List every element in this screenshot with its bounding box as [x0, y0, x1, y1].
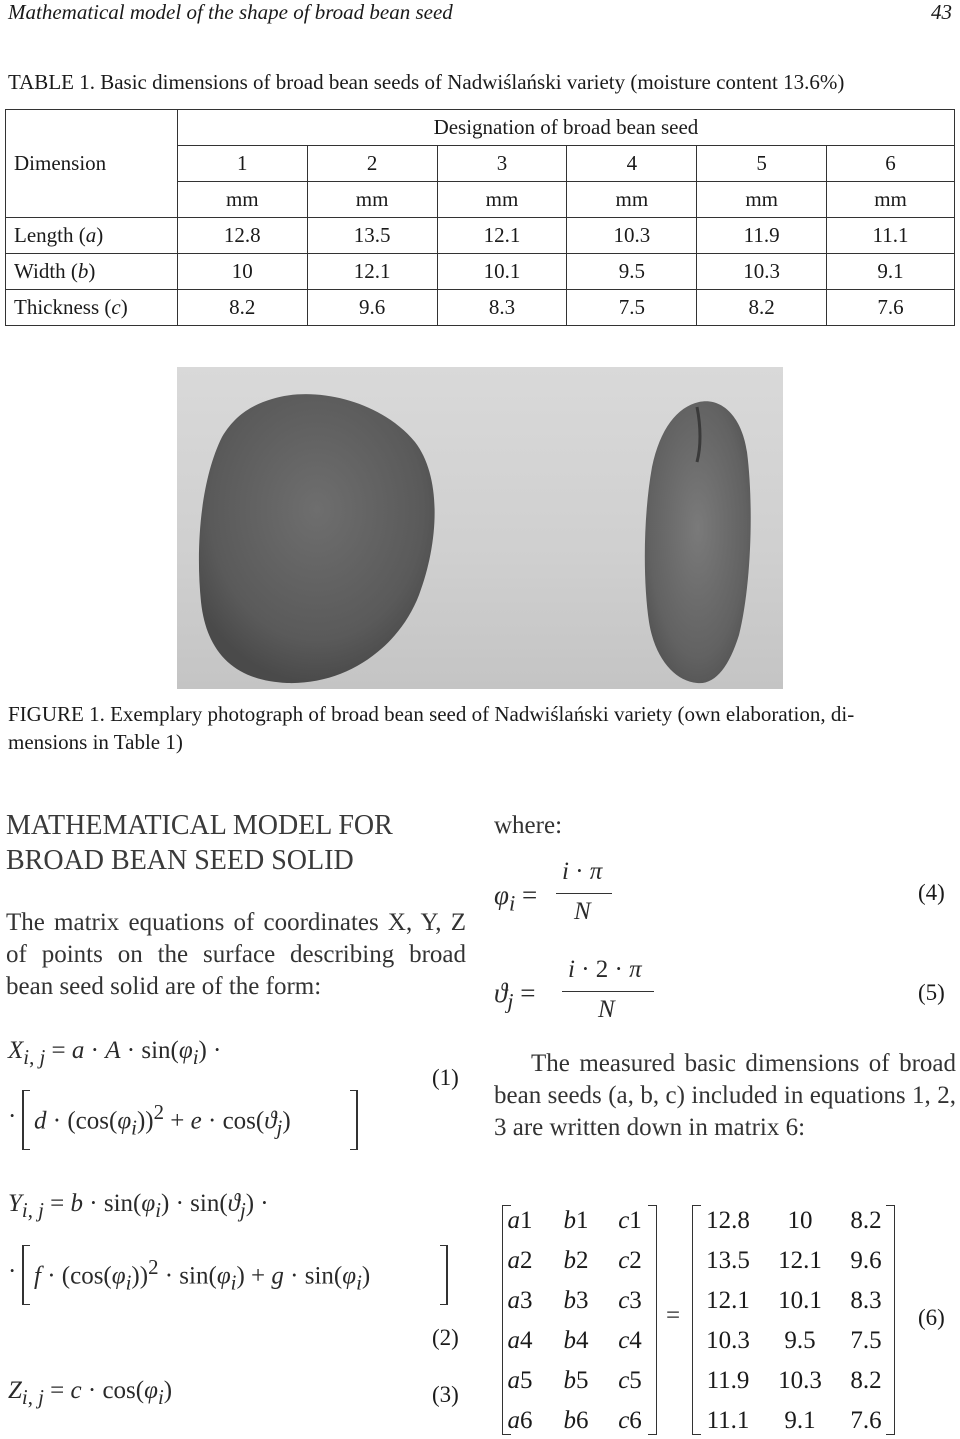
table-cell: 9.5	[567, 254, 697, 290]
matrix-value-cell: 10.1	[778, 1287, 822, 1314]
seed-number: 6	[827, 146, 955, 182]
equation-5-numerator: i · 2 · π	[568, 956, 642, 983]
table-cell: 12.1	[437, 218, 567, 254]
matrix-left-bracket	[648, 1205, 657, 1435]
table-corner-cell	[6, 110, 178, 146]
broad-bean-seed-edge	[645, 401, 751, 683]
figure-caption-line1: FIGURE 1. Exemplary photograph of broad bean seed of Nadwiślański variety (own elaboration, di-	[8, 702, 855, 726]
unit-cell: mm	[827, 182, 955, 218]
table-cell: 12.1	[307, 254, 437, 290]
table-cell: 13.5	[307, 218, 437, 254]
equation-number-2: (2)	[432, 1325, 459, 1350]
matrix-label-cell: b3	[563, 1287, 589, 1314]
table-row-thickness	[6, 290, 955, 326]
equation-number-5: (5)	[918, 980, 945, 1005]
equation-4-lhs: $\varphi_i$ =	[494, 880, 538, 916]
matrix-label-cell: b6	[563, 1407, 589, 1434]
matrix-label-cell: b4	[563, 1327, 589, 1354]
left-bracket	[22, 1245, 30, 1305]
table-cell: 7.6	[827, 290, 955, 326]
matrix-label-cell: a6	[507, 1407, 533, 1434]
matrix-label-cell: a4	[507, 1327, 533, 1354]
matrix-label-cell: b1	[563, 1207, 589, 1234]
matrix-label-cell: c3	[618, 1287, 642, 1314]
section-heading	[6, 808, 393, 878]
table-cell: 8.2	[177, 290, 307, 326]
seed-number-row	[6, 146, 955, 182]
equation-4-numerator: i · π	[562, 858, 603, 885]
equation-number-1: (1)	[432, 1065, 459, 1090]
unit-cell: mm	[437, 182, 567, 218]
matrix-value-cell: 8.3	[850, 1287, 882, 1314]
seed-number: 1	[177, 146, 307, 182]
unit-cell: mm	[307, 182, 437, 218]
equation-3: $Z_{i, j} = c \cdot \cos(\varphi_i)$	[8, 1377, 173, 1409]
equation-2-line1: $Y_{i, j} = b \cdot \sin(\varphi_i) \cdot \sin(ϑ_j)$ ·	[8, 1190, 269, 1222]
matrix-label-cell: c4	[618, 1327, 642, 1354]
matrix-value-cell: 12.1	[706, 1287, 750, 1314]
right-paragraph: The measured basic dimensions of broad bean seeds (a, b, c) included in equations 1, 2, 3 are written down in matrix 6:	[494, 1050, 956, 1141]
matrix-value-cell: 12.1	[778, 1247, 822, 1274]
dimension-label: Dimension	[6, 146, 178, 182]
matrix-label-cell: c2	[618, 1247, 642, 1274]
equation-number-4: (4)	[918, 880, 945, 905]
seed-number: 4	[567, 146, 697, 182]
equation-number-6: (6)	[918, 1305, 945, 1330]
equation-1-line1: $X_{i, j} = a \cdot A \cdot \sin(\varphi_i)$ ·	[8, 1037, 222, 1069]
matrix-label-cell: b5	[563, 1367, 589, 1394]
matrix-value-cell: 10	[787, 1207, 813, 1234]
matrix-right-bracket	[692, 1205, 701, 1435]
equation-number-3: (3)	[432, 1382, 459, 1407]
matrix-label-cell: c1	[618, 1207, 642, 1234]
matrix-value-cell: 7.5	[850, 1327, 882, 1354]
figure-caption	[8, 700, 956, 756]
table-cell: 10	[177, 254, 307, 290]
seed-number: 5	[697, 146, 827, 182]
matrix-label-cell: a2	[507, 1247, 533, 1274]
seed-number: 2	[307, 146, 437, 182]
table-cell: 10.3	[697, 254, 827, 290]
where-label: where:	[494, 812, 563, 839]
intro-paragraph: The matrix equations of coordinates X, Y, Z of points on the surface describing broad bean seed solid are of the form:	[6, 909, 466, 1000]
equation-2-line2: ·	[8, 1258, 17, 1285]
matrix-value-cell: 9.6	[850, 1247, 882, 1274]
table-cell: 9.6	[307, 290, 437, 326]
matrix-value-cell: 10.3	[778, 1367, 822, 1394]
matrix-value-cell: 9.1	[784, 1407, 816, 1434]
matrix-value-cell: 11.1	[706, 1407, 750, 1434]
matrix-label-cell: b2	[563, 1247, 589, 1274]
table-header-row	[6, 110, 955, 146]
seed-photograph	[177, 367, 783, 689]
unit-row	[6, 182, 955, 218]
figure-caption-line2: mensions in Table 1)	[8, 730, 183, 754]
table-cell: 9.1	[827, 254, 955, 290]
table-cell: 10.1	[437, 254, 567, 290]
matrix-label-cell: a5	[507, 1367, 533, 1394]
unit-corner-cell	[6, 182, 178, 218]
page-number: 43	[931, 0, 952, 24]
section-heading-line1: MATHEMATICAL MODEL FOR	[6, 810, 393, 841]
broad-bean-seed-flat	[199, 394, 435, 683]
section-heading-line2: BROAD BEAN SEED SOLID	[6, 845, 354, 876]
table-cell: 12.8	[177, 218, 307, 254]
matrix-label-cell: c6	[618, 1407, 642, 1434]
fraction-line	[556, 893, 612, 894]
equation-5-lhs: $ϑ_j$ =	[494, 978, 536, 1014]
matrix-label-cell: a3	[507, 1287, 533, 1314]
left-bracket	[22, 1090, 30, 1150]
matrix-value-cell: 11.9	[706, 1367, 750, 1394]
table-row-width	[6, 254, 955, 290]
right-bracket	[350, 1090, 358, 1150]
right-bracket	[440, 1245, 448, 1305]
table-cell: 11.9	[697, 218, 827, 254]
row-label: Length (a)	[6, 218, 178, 254]
table-cell: 11.1	[827, 218, 955, 254]
unit-cell: mm	[567, 182, 697, 218]
equation-2-bracket-body: $f \cdot (\cos(\varphi_i))^2 \cdot \sin(\varphi_i) + g \cdot \sin(\varphi_i)$	[34, 1255, 371, 1295]
equation-1-line2: ·	[8, 1103, 17, 1130]
table-row-length	[6, 218, 955, 254]
dimensions-table	[5, 109, 955, 326]
matrix-label-cell: c5	[618, 1367, 642, 1394]
seed-photo-svg	[177, 367, 783, 689]
table-cell: 8.3	[437, 290, 567, 326]
matrix-value-cell: 12.8	[706, 1207, 750, 1234]
seed-number: 3	[437, 146, 567, 182]
equation-4-denominator: N	[574, 898, 591, 925]
matrix-value-cell: 10.3	[706, 1327, 750, 1354]
matrix-value-cell: 8.2	[850, 1367, 882, 1394]
equation-5-denominator: N	[598, 996, 615, 1023]
row-label: Thickness (c)	[6, 290, 178, 326]
row-label: Width (b)	[6, 254, 178, 290]
matrix-value-cell: 13.5	[706, 1247, 750, 1274]
matrix-label-cell: a1	[507, 1207, 533, 1234]
fraction-line	[562, 991, 654, 992]
table-cell: 7.5	[567, 290, 697, 326]
matrix-equals: =	[666, 1302, 681, 1329]
matrix-left-bracket	[502, 1205, 511, 1435]
unit-cell: mm	[177, 182, 307, 218]
matrix-right-bracket	[886, 1205, 895, 1435]
group-header-cell: Designation of broad bean seed	[177, 110, 954, 146]
equation-1-bracket-body: $d \cdot (\cos(\varphi_i))^2 + e \cdot \cos(ϑ_j)$	[34, 1100, 291, 1140]
running-header: Mathematical model of the shape of broad bean seed	[8, 0, 453, 24]
table-caption: TABLE 1. Basic dimensions of broad bean seeds of Nadwiślański variety (moisture content 13.6%)	[8, 70, 845, 94]
matrix-value-cell: 7.6	[850, 1407, 882, 1434]
table-cell: 10.3	[567, 218, 697, 254]
matrix-value-cell: 8.2	[850, 1207, 882, 1234]
matrix-value-cell: 9.5	[784, 1327, 816, 1354]
unit-cell: mm	[697, 182, 827, 218]
table-cell: 8.2	[697, 290, 827, 326]
